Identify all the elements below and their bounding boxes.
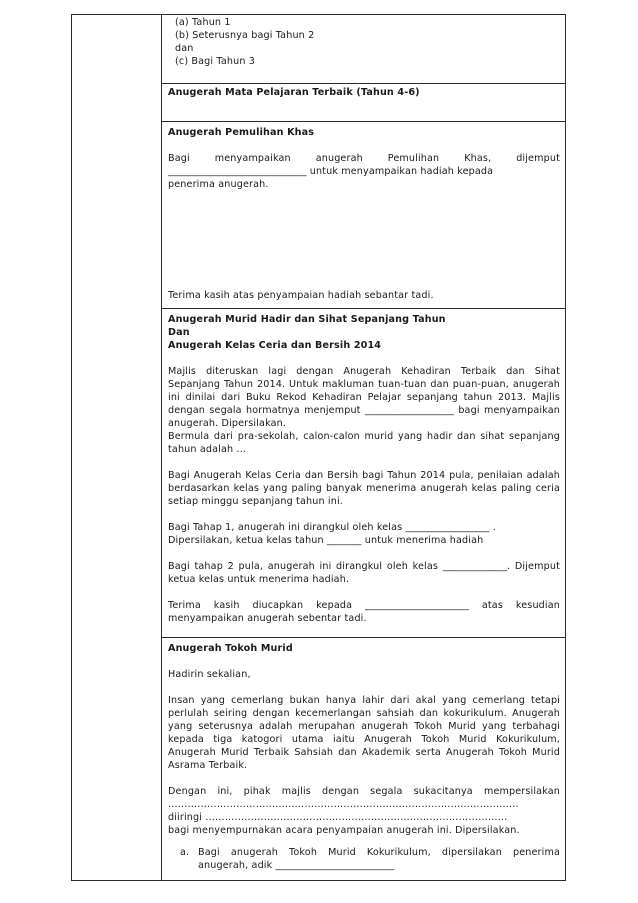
attendance-award-cell (162, 309, 566, 638)
list-marker: a. (180, 847, 190, 858)
list-item: (c) Bagi Tahun 3 (175, 56, 256, 67)
section-heading: Anugerah Tokoh Murid (168, 643, 293, 654)
paragraph: Bagi Anugerah Kelas Ceria dan Bersih bagi Tahun 2014 pula, penilaian adalah berdasarkan kelas yang paling banyak menerima anugerah kelas paling ceria setiap minggu sepanjang tahun ini. (168, 470, 560, 507)
section-heading-line: Anugerah Murid Hadir dan Sihat Sepanjang Tahun (168, 314, 446, 325)
row-top-list (72, 15, 566, 84)
document-table (71, 14, 566, 881)
paragraph-line: penerima anugerah. (168, 179, 269, 190)
list-item: dan (175, 43, 194, 54)
paragraph-line: Bagi Tahap 1, anugerah ini dirangkul oleh kelas _________________ . (168, 522, 496, 533)
list-item: (b) Seterusnya bagi Tahun 2 (175, 30, 315, 41)
paragraph: Bagi tahap 2 pula, anugerah ini dirangkul oleh kelas _____________. Dijemput ketua kelas untuk menerima hadiah. (168, 561, 560, 585)
dotted-line: ……………………………………………………………………………………………… (168, 799, 519, 810)
paragraph-line: Dengan ini, pihak majlis dengan segala sukacitanya mempersilakan (168, 786, 560, 797)
dotted-line: diiringi ………………………………………………………………………………… (168, 812, 508, 823)
section-heading-line: Anugerah Kelas Ceria dan Bersih 2014 (168, 340, 382, 351)
paragraph: Insan yang cemerlang bukan hanya lahir dari akal yang cemerlang tetapi perlulah seiring dengan kecemerlangan sahsiah dan kokurikulum. Anugerah yang seterusnya adalah merupahan anugerah Tokoh Murid yang terbahagi kepada tiga katogori utama iaitu Anugerah Tokoh Murid Kokurikulum, Anugerah Murid Terbaik Sahsiah dan Akademik serta Anugerah Tokoh Murid Asrama Terbaik. (168, 695, 560, 771)
list-item: (a) Tahun 1 (175, 17, 231, 28)
list-item (180, 846, 560, 872)
section-heading-line: Dan (168, 327, 190, 338)
icon-award-cell (162, 638, 566, 881)
paragraph: Bermula dari pra-sekolah, calon-calon murid yang hadir dan sihat sepanjang tahun adalah … (168, 431, 560, 455)
paragraph-line: Dipersilakan, ketua kelas tahun _______ untuk menerima hadiah (168, 535, 484, 546)
sub-list (168, 846, 560, 872)
list-item-text: Bagi anugerah Tokoh Murid Kokurikulum, dipersilakan penerima anugerah, adik ________________________ (198, 847, 560, 871)
paragraph: Majlis diteruskan lagi dengan Anugerah Kehadiran Terbaik dan Sihat Sepanjang Tahun 2014. Untuk makluman tuan-tuan dan puan-puan, anugerah ini dinilai dari Buku Rekod Kehadiran Pelajar sepanjang tahun 2013. Majlis dengan segala hormatnya menjemput __________________ bagi menyampaikan anugerah. Dipersilakan. (168, 366, 560, 429)
left-blank-cell (72, 15, 162, 881)
paragraph-line: bagi menyempurnakan acara penyampaian anugerah ini. Dipersilakan. (168, 825, 520, 836)
paragraph-line: ____________________________ untuk menyampaikan hadiah kepada (168, 166, 494, 177)
section-heading: Anugerah Mata Pelajaran Terbaik (Tahun 4-6) (168, 87, 420, 98)
section-heading: Anugerah Pemulihan Khas (168, 127, 315, 138)
greeting-text: Hadirin sekalian, (168, 669, 251, 680)
paragraph-line: Bagi menyampaikan anugerah Pemulihan Khas, dijemput (168, 153, 560, 164)
recovery-award-cell (162, 122, 566, 309)
subject-award-cell (162, 84, 566, 122)
paragraph: Terima kasih diucapkan kepada _____________________ atas kesudian menyampaikan anugerah sebentar tadi. (168, 600, 560, 624)
thanks-text: Terima kasih atas penyampaian hadiah sebantar tadi. (168, 290, 434, 301)
top-list-cell (162, 15, 566, 84)
